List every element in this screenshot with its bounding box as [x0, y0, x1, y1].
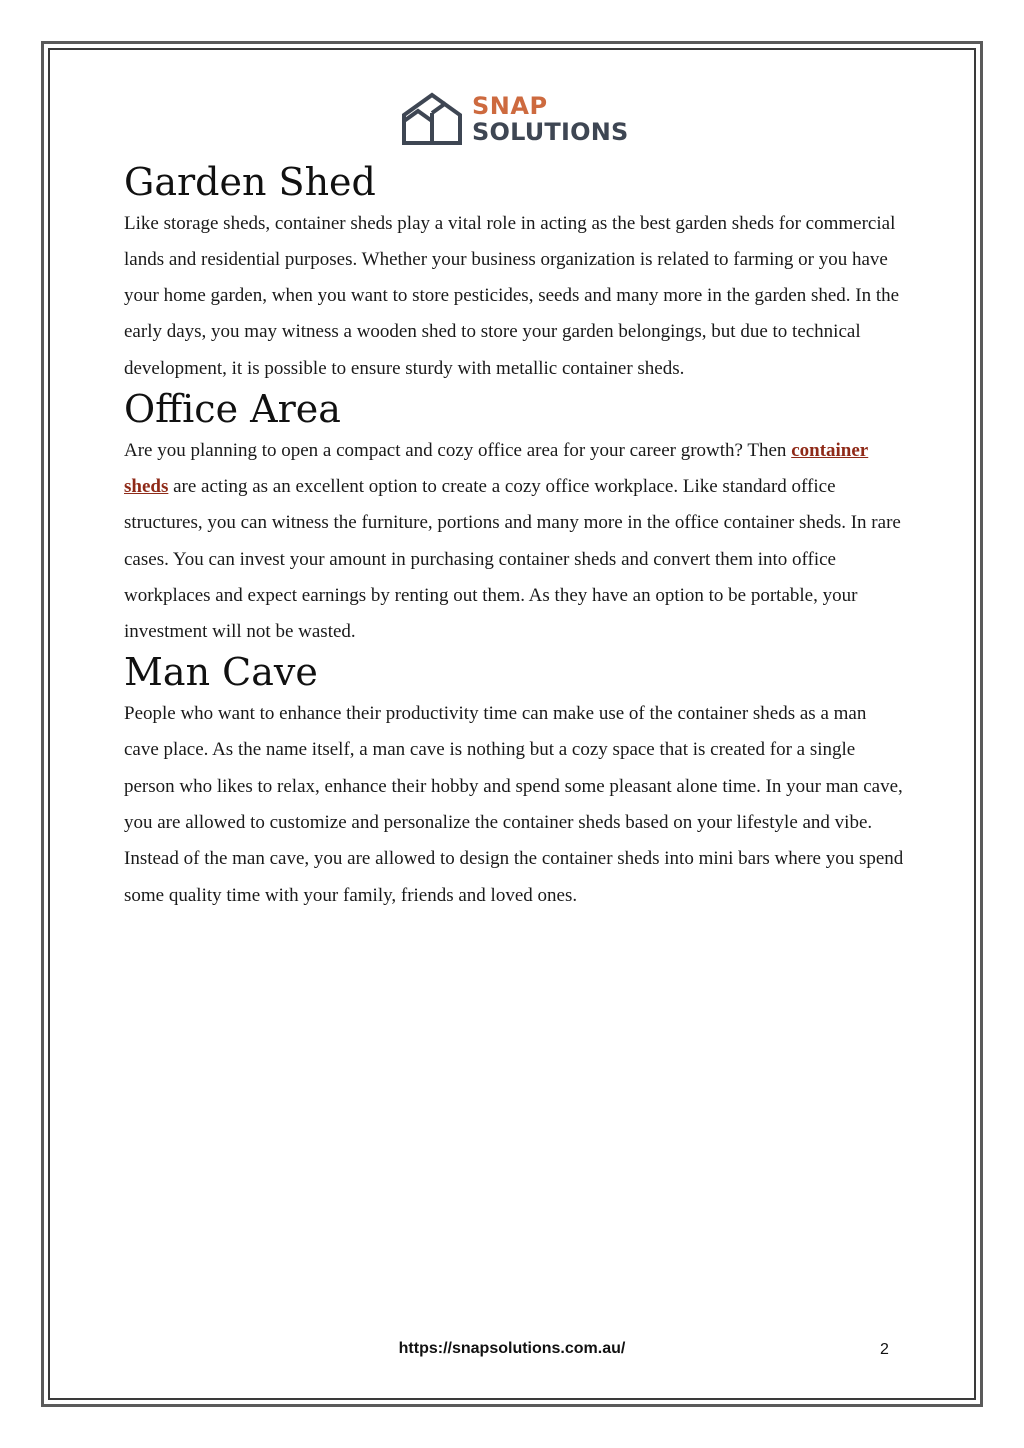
- paragraph-office-area-part1: Are you planning to open a compact and cozy office area for your career growth? Then: [124, 439, 792, 461]
- main-content: [124, 160, 904, 914]
- company-logo: [400, 90, 630, 148]
- logo-wordmark: [472, 94, 629, 144]
- heading-office-area: Office Area: [124, 387, 341, 432]
- page-number: 2: [880, 1341, 889, 1358]
- house-shelf-icon: [400, 91, 464, 147]
- heading-garden-shed: Garden Shed: [124, 160, 376, 204]
- footer-website-url: https://snapsolutions.com.au/: [398, 1340, 626, 1357]
- paragraph-office-area-part2: are acting as an excellent option to create a cozy office workplace. Like standard office structures, you can witness the furniture, portions and many more in the office container sheds. In rare cases. You can invest your amount in purchasing container sheds and convert them into office workplaces and expect earnings by renting out them. As they have an option to be portable, your investment will not be wasted.: [124, 475, 901, 643]
- logo-word-snap: SNAP: [472, 92, 548, 120]
- container-sheds-link[interactable]: container sheds: [124, 439, 869, 497]
- paragraph-man-cave: People who want to enhance their productivity time can make use of the container sheds as a man cave place. As the name itself, a man cave is nothing but a cozy space that is created for a single person who likes to relax, enhance their hobby and spend some pleasant alone time. In your man cave, you are allowed to customize and personalize the container sheds based on your lifestyle and vibe. Instead of the man cave, you are allowed to design the container sheds into mini bars where you spend some quality time with your family, friends and loved ones.: [124, 703, 904, 906]
- logo-word-solutions: SOLUTIONS: [472, 118, 629, 146]
- paragraph-office-area: [124, 433, 904, 651]
- paragraph-garden-shed: Like storage sheds, container sheds play a vital role in acting as the best garden sheds for commercial lands and residential purposes. Whether your business organization is related to farming or you have your home garden, when you want to store pesticides, seeds and many more in the garden shed. In the early days, you may witness a wooden shed to store your garden belongings, but due to technical development, it is possible to ensure sturdy with metallic container sheds.: [124, 212, 900, 379]
- heading-man-cave: Man Cave: [124, 650, 318, 695]
